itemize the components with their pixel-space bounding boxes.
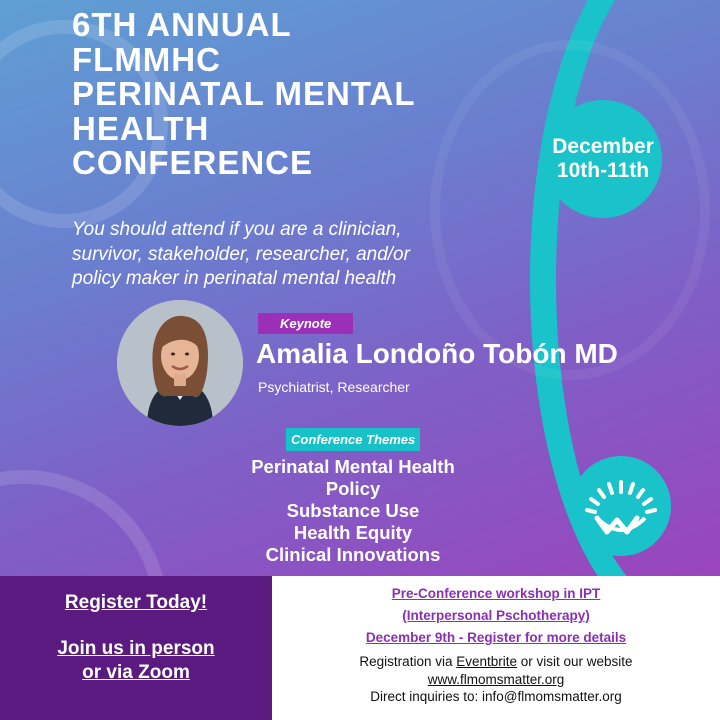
theme-item: Health Equity <box>293 522 413 543</box>
date-days: 10th-11th <box>556 159 650 182</box>
registration-suffix: or visit our website <box>517 654 633 669</box>
theme-item: Policy <box>325 478 381 499</box>
eventbrite-link[interactable]: Eventbrite <box>456 654 518 669</box>
keynote-badge: Keynote <box>258 313 353 334</box>
workshop-line-1[interactable]: Pre-Conference workshop in IPT <box>391 586 601 601</box>
theme-item: Perinatal Mental Health <box>251 456 455 477</box>
registration-info <box>272 653 720 671</box>
join-in-person-link[interactable]: Join us in person <box>57 638 215 659</box>
join-via-zoom-link[interactable]: or via Zoom <box>82 662 190 683</box>
conference-themes-badge: Conference Themes <box>286 428 420 451</box>
website-row <box>272 671 720 689</box>
title-line: 6TH ANNUAL <box>72 6 292 43</box>
registration-prefix: Registration via <box>359 654 457 669</box>
speaker-portrait-icon <box>117 300 243 426</box>
date-month: December <box>552 135 654 158</box>
title-line: FLMMHC <box>72 40 221 78</box>
details-panel <box>272 576 720 720</box>
themes-list <box>222 456 484 566</box>
date-badge <box>544 100 662 218</box>
title-line: PERINATAL MENTAL <box>72 75 416 112</box>
organization-logo <box>571 456 671 556</box>
sunrise-logo-icon <box>571 456 671 556</box>
audience-subtitle <box>72 218 542 292</box>
theme-item: Clinical Innovations <box>265 544 441 565</box>
website-link[interactable]: www.flmomsmatter.org <box>427 671 565 687</box>
theme-item: Substance Use <box>286 500 420 521</box>
decorative-arc-faint-right <box>430 40 710 380</box>
keynote-speaker-role: Psychiatrist, Researcher <box>258 379 410 395</box>
conference-title <box>72 8 416 181</box>
workshop-line-2[interactable]: (Interpersonal Pschotherapy) <box>402 608 590 623</box>
speaker-photo <box>117 300 243 426</box>
keynote-speaker-name: Amalia Londoño Tobón MD <box>256 338 618 369</box>
workshop-line-3[interactable]: December 9th - Register for more details <box>365 630 627 645</box>
inquiries-text: Direct inquiries to: info@flmomsmatter.org <box>370 689 622 704</box>
title-line: CONFERENCE <box>72 144 314 181</box>
subtitle-line: You should attend if you are a clinician, <box>72 219 402 240</box>
title-line: HEALTH <box>72 109 210 147</box>
register-today-link[interactable]: Register Today! <box>64 592 208 613</box>
subtitle-line: survivor, stakeholder, researcher, and/or <box>72 243 410 265</box>
call-to-action-panel <box>0 576 272 720</box>
subtitle-line: policy maker in perinatal mental health <box>72 268 397 289</box>
